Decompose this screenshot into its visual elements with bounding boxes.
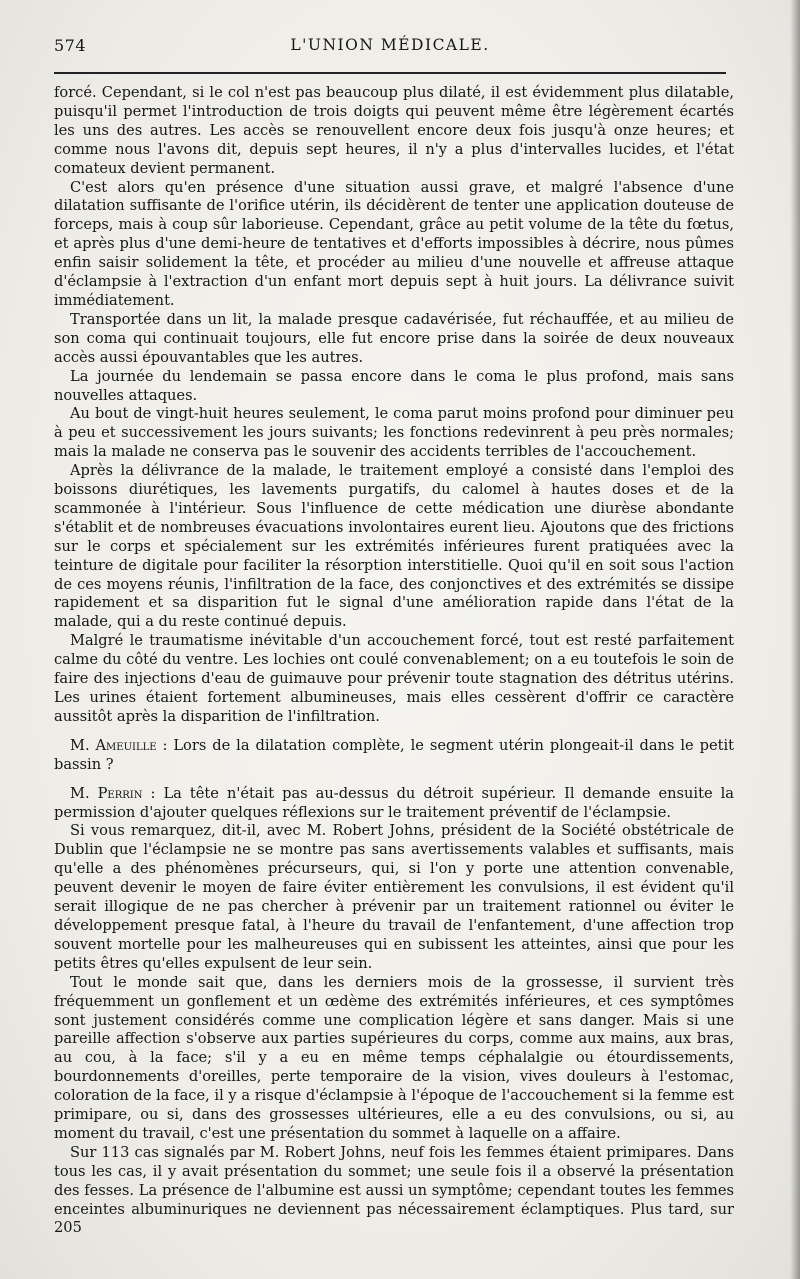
paragraph: forcé. Cependant, si le col n'est pas beaucoup plus dilaté, il est évidemment plus dilatable, puisqu'il permet l'introduction de trois doigts qui peuvent même être légèrement écartés les uns des autres. Les accès se renouvellent encore deux fois jusqu'à onze heures; et comme nous l'avons dit, depuis sept heures, il n'y a plus d'intervalles lucides, et l'état comateux devient permanent. xyxy=(54,84,734,177)
article-body xyxy=(54,84,734,1238)
intervention-text: La tête n'était pas au-dessus du détroit supérieur. Il demande ensuite la permission d'ajouter quelques réflexions sur le traitement préventif de l'éclampsie. xyxy=(54,784,735,821)
intervention-perrin xyxy=(54,785,734,823)
header-rule xyxy=(54,72,726,74)
paragraph: Après la délivrance de la malade, le traitement employé a consisté dans l'emploi des boissons diurétiques, les lavements purgatifs, du calomel à hautes doses et de la scammonée à l'intérieur. Sous l'influence de cette médication une diurèse abondante s'établit et de nombreuses évacuations involontaires eurent lieu. Ajoutons que des frictions sur le corps et spécialement sur les extrémités inférieures furent pratiquées avec la teinture de digitale pour faciliter la résorption interstitielle. Quoi qu'il en soit sous l'action de ces moyens réunis, l'infiltration de la face, des conjonctives et des extrémités se dissipe rapidement et sa disparition fut le signal d'une amélioration rapide dans l'état de la malade, qui a du reste continué depuis. xyxy=(54,462,734,631)
running-title: L'UNION MÉDICALE. xyxy=(290,36,490,54)
speaker-name: M. Perrin : xyxy=(70,784,156,802)
speaker-name: M. Ameuille : xyxy=(70,736,168,754)
page-header xyxy=(54,36,726,58)
paragraph: Malgré le traumatisme inévitable d'un accouchement forcé, tout est resté parfaitement calme du côté du ventre. Les lochies ont coulé convenablement; on a eu toutefois le soin de faire des injections d'eau de guimauve pour prévenir toute stagnation des détritus utérins. Les urines étaient fortement albumineuses, mais elles cessèrent d'offrir ce caractère aussitôt après la disparition de l'infiltration. xyxy=(54,632,734,725)
intervention-text: Lors de la dilatation complète, le segment utérin plongeait-il dans le petit bassin ? xyxy=(54,736,734,773)
page-edge-shadow xyxy=(790,0,800,1279)
paragraph: La journée du lendemain se passa encore dans le coma le plus profond, mais sans nouvelles attaques. xyxy=(54,367,734,404)
paragraph: C'est alors qu'en présence d'une situation aussi grave, et malgré l'absence d'une dilatation suffisante de l'orifice utérin, ils décidèrent de tenter une application douteuse de forceps, mais à coup sûr laborieuse. Cependant, grâce au petit volume de la tête du fœtus, et après plus d'une demi-heure de tentatives et d'efforts impossibles à décrire, nous pûmes enfin saisir solidement la tête, et procéder au milieu d'une nouvelle et affreuse attaque d'éclampsie à l'extraction d'un enfant mort depuis sept à huit jours. La délivrance suivit immédiatement. xyxy=(54,178,734,309)
paragraph: Transportée dans un lit, la malade presque cadavérisée, fut réchauffée, et au milieu de son coma qui continuait toujours, elle fut encore prise dans la soirée de deux nouveaux accès aussi épouvantables que les autres. xyxy=(54,310,734,366)
paragraph: Sur 113 cas signalés par M. Robert Johns, neuf fois les femmes étaient primipares. Dans tous les cas, il y avait présentation du sommet; une seule fois il a observé la présentation des fesses. La présence de l'albumine est aussi un symptôme; cependant toutes les femmes enceintes albuminuriques ne deviennent pas nécessairement éclamptiques. Plus tard, sur 205 xyxy=(54,1143,734,1237)
paragraph: Si vous remarquez, dit-il, avec M. Robert Johns, président de la Société obstétricale de Dublin que l'éclampsie ne se montre pas sans avertissements valables et suffisants, mais qu'elle a des phénomènes précurseurs, qui, si l'on y porte une attention convenable, peuvent devenir le moyen de faire éviter entièrement les convulsions, il est évident qu'il serait illogique de ne pas chercher à prévenir par un traitement rationnel ou éviter le développement presque fatal, à l'heure du travail de l'enfantement, d'une affection trop souvent mortelle pour les malheureuses qui en subissent les atteintes, ainsi que pour les petits êtres qu'elles expulsent de leur sein. xyxy=(54,822,734,972)
paragraph: Au bout de vingt-huit heures seulement, le coma parut moins profond pour diminuer peu à peu et successivement les jours suivants; les fonctions redevinrent à peu près normales; mais la malade ne conserva pas le souvenir des accidents terribles de l'accouchement. xyxy=(54,405,734,461)
intervention-ameuille xyxy=(54,737,734,775)
page-number: 574 xyxy=(54,36,87,55)
paragraph: Tout le monde sait que, dans les derniers mois de la grossesse, il survient très fréquemment un gonflement et un œdème des extrémités inférieures, et ces symptômes sont justement considérés comme une complication légère et sans danger. Mais si une pareille affection s'observe aux parties supérieures du corps, comme aux mains, aux bras, au cou, à la face; s'il y a eu en même temps céphalalgie ou étourdissements, bourdonnements d'oreilles, perte temporaire de la vision, vives douleurs à l'estomac, coloration de la face, il y a risque d'éclampsie à l'époque de l'accouchement si la femme est primipare, ou si, dans des grossesses ultérieures, elle a eu des convulsions, ou si, au moment du travail, c'est une présentation du sommet à laquelle on a affaire. xyxy=(54,973,734,1142)
